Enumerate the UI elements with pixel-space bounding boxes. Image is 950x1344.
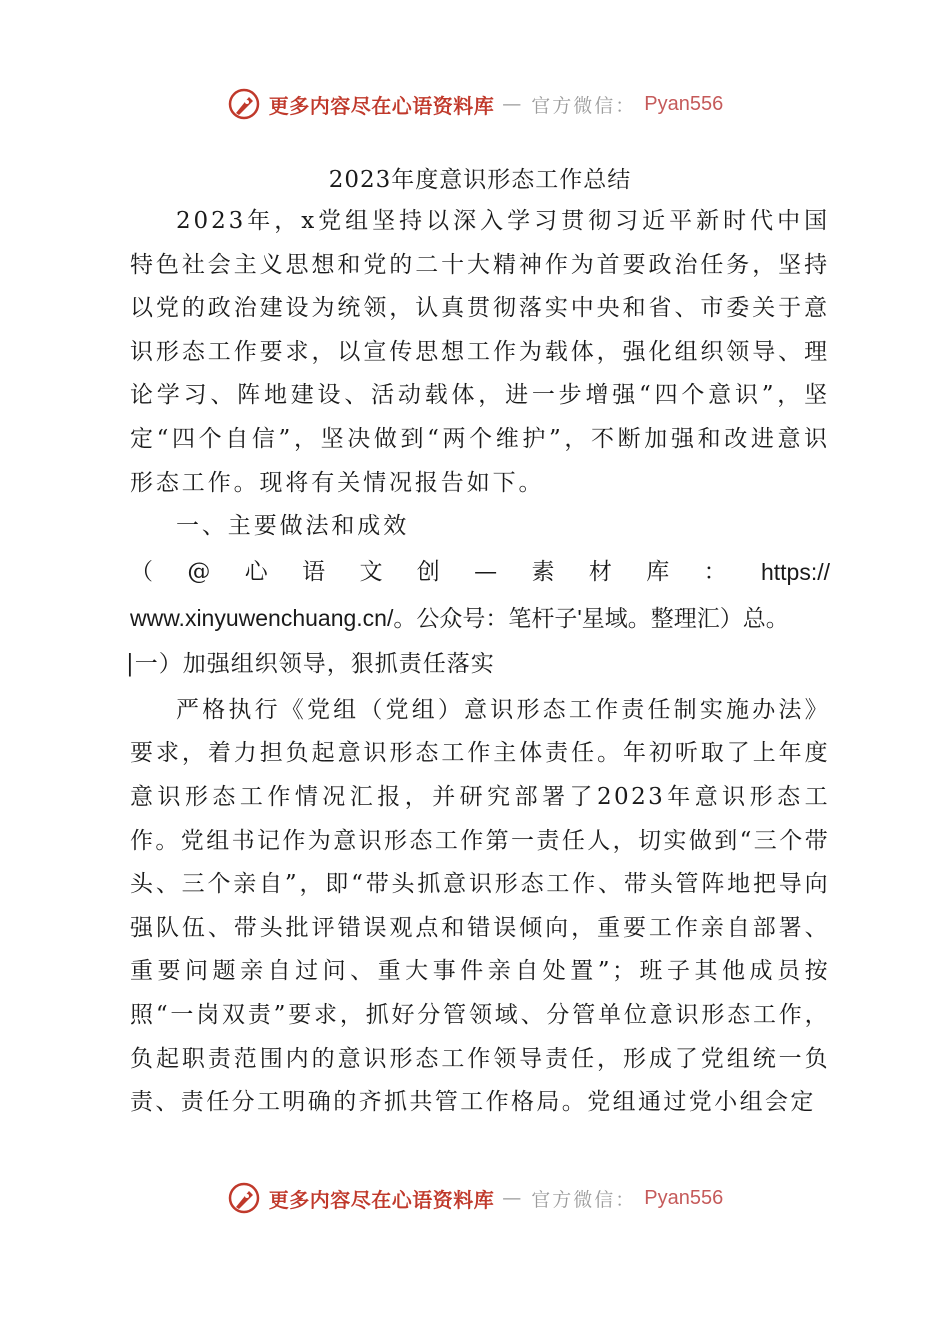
- source-note-char: 心: [244, 558, 268, 585]
- source-note-char: 语: [302, 558, 326, 585]
- source-note-char: https://: [760, 558, 830, 585]
- banner-dash: —: [502, 93, 524, 115]
- pen-nib-logo-icon: [227, 87, 261, 121]
- intro-paragraph: 2023年，x党组坚持以深入学习贯彻习近平新时代中国特色社会主义思想和党的二十大精神作为首要政治任务，坚持以党的政治建设为统领，认真贯彻落实中央和省、市委关于意识形态工作要求，以宣传思想工作为载体，强化组织领导、理论学习、阵地建设、活动载体，进一步增强“四个意识”，坚定“四个自信”，坚决做到“两个维护”，不断加强和改进意识形态工作。现将有关情况报告如下。: [130, 208, 830, 496]
- source-note-char: ：: [703, 558, 727, 585]
- body-paragraph-1: 严格执行《党组（党组）意识形态工作责任制实施办法》要求，着力担负起意识形态工作主体责任。年初听取了上年度意识形态工作情况汇报，并研究部署了2023年意识形态工作。党组书记作为意识形态工作第一责任人，切实做到“三个带头、三个亲自”，即“带头抓意识形态工作、带头管阵地把导向强队伍、带头批评错误观点和错误倾向，重要工作亲自部署、重要问题亲自过问、重大事件亲自处置”；班子其他成员按照“一岗双责”要求，抓好分管领域、分管单位意识形态工作，负起职责范围内的意识形态工作领导责任，形成了党组统一负责、责任分工明确的齐抓共管工作格局。党组通过党小组会定: [130, 696, 830, 1116]
- source-note-char: 文: [359, 558, 383, 585]
- header-banner: [0, 84, 950, 124]
- pen-nib-logo-icon: [227, 1181, 261, 1215]
- source-note-line2: www.xinyuwenchuang.cn/。公众号：笔杆子'星域。整理汇）总。: [130, 604, 789, 631]
- document-body: [126, 160, 830, 1125]
- source-note-char: 库: [646, 558, 670, 585]
- subsection-heading-1: |一）加强组织领导，狠抓责任落实: [126, 650, 495, 677]
- banner-wechat-id: Pyan556: [644, 1186, 724, 1209]
- source-note-char: —: [474, 558, 498, 585]
- source-note-char: 素: [531, 558, 555, 585]
- source-note: [130, 549, 830, 641]
- banner-site-text: 更多内容尽在心语资料库: [268, 1187, 495, 1212]
- banner-dash: —: [502, 1187, 524, 1209]
- banner-site-text: 更多内容尽在心语资料库: [268, 93, 495, 118]
- source-note-char: 材: [588, 558, 612, 585]
- banner-official-text: 官方微信：: [531, 94, 637, 117]
- banner-wechat-id: Pyan556: [644, 92, 724, 115]
- banner-official-text: 官方微信：: [531, 1188, 637, 1211]
- footer-banner: [0, 1178, 950, 1218]
- source-note-line1: [130, 549, 830, 595]
- section-heading-1: 一、主要做法和成效: [176, 513, 410, 540]
- source-note-char: @: [187, 558, 211, 585]
- source-note-char: 创: [416, 558, 440, 585]
- document-title: 2023年度意识形态工作总结: [328, 167, 632, 193]
- source-note-char: （: [130, 558, 153, 585]
